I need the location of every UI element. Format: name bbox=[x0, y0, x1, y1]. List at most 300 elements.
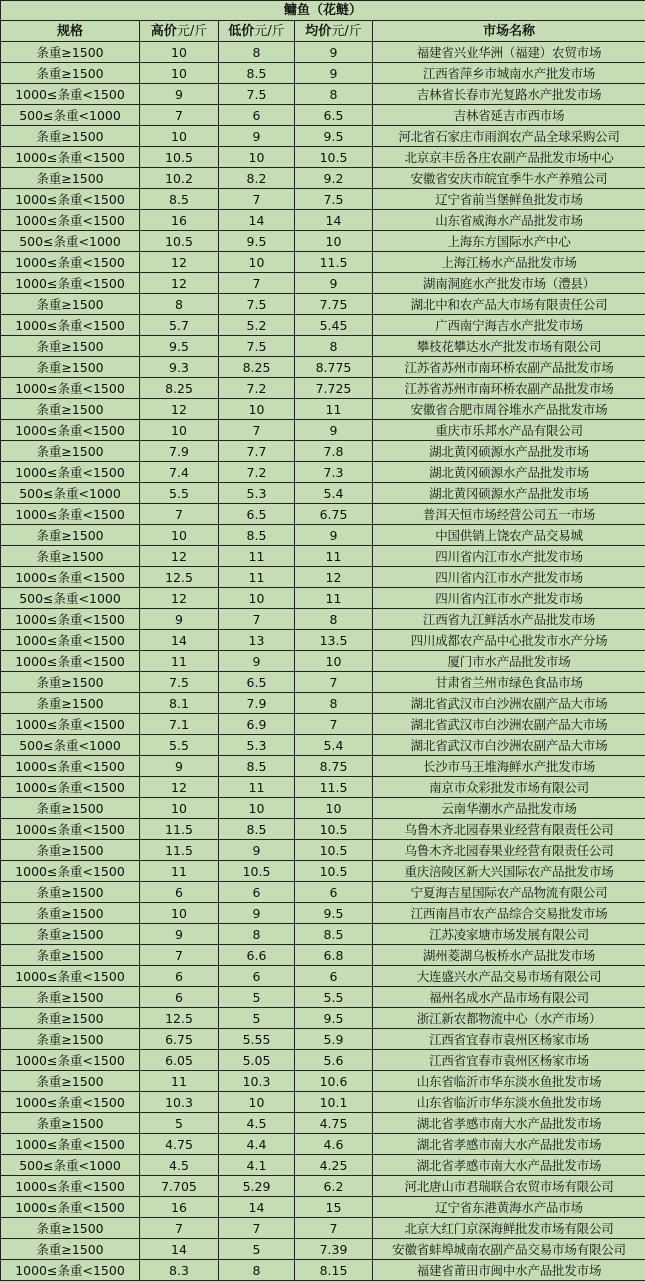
avg-price-cell: 5.4 bbox=[295, 735, 373, 756]
market-cell: 江西省宜春市袁州区杨家市场 bbox=[373, 1050, 645, 1071]
header-avg-price bbox=[295, 21, 373, 42]
table-title: 鳙鱼（花鲢） bbox=[1, 1, 645, 21]
market-cell: 江苏凌家塘市场发展有限公司 bbox=[373, 924, 645, 945]
high-price-cell: 8.3 bbox=[140, 1260, 219, 1281]
spec-cell: 500≤条重<1000 bbox=[1, 588, 140, 609]
low-price-cell: 7.2 bbox=[219, 378, 295, 399]
market-cell: 江西省宜春市袁州区杨家市场 bbox=[373, 1029, 645, 1050]
avg-price-cell: 10.5 bbox=[295, 861, 373, 882]
high-price-cell: 12 bbox=[140, 546, 219, 567]
spec-cell: 1000≤条重<1500 bbox=[1, 777, 140, 798]
spec-cell: 500≤条重<1000 bbox=[1, 231, 140, 252]
market-cell: 长沙市马王堆海鲜水产批发市场 bbox=[373, 756, 645, 777]
avg-price-cell: 8.15 bbox=[295, 1260, 373, 1281]
low-price-cell: 10.3 bbox=[219, 1071, 295, 1092]
market-cell: 江西省萍乡市城南水产批发市场 bbox=[373, 63, 645, 84]
avg-price-cell: 11 bbox=[295, 399, 373, 420]
market-cell: 江西省九江鲜活水产品批发市场 bbox=[373, 609, 645, 630]
market-cell: 中国供销上饶农产品交易城 bbox=[373, 525, 645, 546]
high-price-cell: 11 bbox=[140, 651, 219, 672]
market-cell: 山东省威海水产品批发市场 bbox=[373, 210, 645, 231]
low-price-cell: 14 bbox=[219, 210, 295, 231]
market-cell: 湖南洞庭水产批发市场（澧县） bbox=[373, 273, 645, 294]
table-row bbox=[1, 1008, 645, 1029]
table-row bbox=[1, 126, 645, 147]
high-price-cell: 9 bbox=[140, 756, 219, 777]
spec-cell: 1000≤条重<1500 bbox=[1, 315, 140, 336]
table-row bbox=[1, 714, 645, 735]
avg-price-cell: 14 bbox=[295, 210, 373, 231]
low-price-cell: 10 bbox=[219, 399, 295, 420]
spec-cell: 1000≤条重<1500 bbox=[1, 462, 140, 483]
spec-cell: 1000≤条重<1500 bbox=[1, 378, 140, 399]
avg-price-cell: 7 bbox=[295, 672, 373, 693]
table-row bbox=[1, 987, 645, 1008]
avg-price-cell: 9.2 bbox=[295, 168, 373, 189]
high-price-cell: 10.5 bbox=[140, 231, 219, 252]
high-price-cell: 10 bbox=[140, 126, 219, 147]
low-price-cell: 9 bbox=[219, 840, 295, 861]
avg-price-cell: 6.2 bbox=[295, 1176, 373, 1197]
avg-price-cell: 9 bbox=[295, 63, 373, 84]
spec-cell: 条重≥1500 bbox=[1, 693, 140, 714]
low-price-cell: 9 bbox=[219, 903, 295, 924]
market-cell: 吉林省长春市光复路水产批发市场 bbox=[373, 84, 645, 105]
spec-cell: 条重≥1500 bbox=[1, 987, 140, 1008]
high-price-cell: 7.9 bbox=[140, 441, 219, 462]
low-price-cell: 8.5 bbox=[219, 819, 295, 840]
spec-cell: 条重≥1500 bbox=[1, 1239, 140, 1260]
avg-price-cell: 8 bbox=[295, 693, 373, 714]
avg-price-cell: 6.75 bbox=[295, 504, 373, 525]
market-cell: 上海东方国际水产中心 bbox=[373, 231, 645, 252]
high-price-cell: 7.1 bbox=[140, 714, 219, 735]
low-price-cell: 9 bbox=[219, 126, 295, 147]
high-price-cell: 12.5 bbox=[140, 567, 219, 588]
market-cell: 福建省兴业华洲（福建）农贸市场 bbox=[373, 42, 645, 63]
spec-cell: 500≤条重<1000 bbox=[1, 1155, 140, 1176]
low-price-cell: 5.55 bbox=[219, 1029, 295, 1050]
spec-cell: 1000≤条重<1500 bbox=[1, 1260, 140, 1281]
low-price-cell: 7 bbox=[219, 273, 295, 294]
avg-price-cell: 7.75 bbox=[295, 294, 373, 315]
high-price-cell: 10 bbox=[140, 63, 219, 84]
market-cell: 攀枝花攀达水产批发市场有限公司 bbox=[373, 336, 645, 357]
market-cell: 辽宁省前当堡鲜鱼批发市场 bbox=[373, 189, 645, 210]
low-price-cell: 5 bbox=[219, 987, 295, 1008]
table-row bbox=[1, 798, 645, 819]
market-cell: 河北省石家庄市雨润农产品全球采购公司 bbox=[373, 126, 645, 147]
table-row bbox=[1, 630, 645, 651]
avg-price-cell: 6.8 bbox=[295, 945, 373, 966]
low-price-cell: 7.7 bbox=[219, 441, 295, 462]
header-low-price bbox=[219, 21, 295, 42]
table-row bbox=[1, 735, 645, 756]
low-price-cell: 5.3 bbox=[219, 735, 295, 756]
header-avg-unit: 元/斤 bbox=[331, 23, 362, 39]
avg-price-cell: 12 bbox=[295, 567, 373, 588]
avg-price-cell: 9 bbox=[295, 42, 373, 63]
market-cell: 湖北黄冈硕源水产品批发市场 bbox=[373, 462, 645, 483]
market-cell: 湖北省孝感市南大水产品批发市场 bbox=[373, 1113, 645, 1134]
spec-cell: 1000≤条重<1500 bbox=[1, 420, 140, 441]
market-cell: 宁夏海吉星国际农产品物流有限公司 bbox=[373, 882, 645, 903]
market-cell: 湖北中和农产品大市场有限责任公司 bbox=[373, 294, 645, 315]
avg-price-cell: 9 bbox=[295, 420, 373, 441]
spec-cell: 1000≤条重<1500 bbox=[1, 819, 140, 840]
table-row bbox=[1, 168, 645, 189]
high-price-cell: 9.5 bbox=[140, 336, 219, 357]
low-price-cell: 7.5 bbox=[219, 84, 295, 105]
market-cell: 广西南宁海吉水产批发市场 bbox=[373, 315, 645, 336]
avg-price-cell: 7.39 bbox=[295, 1239, 373, 1260]
table-row bbox=[1, 777, 645, 798]
table-row bbox=[1, 840, 645, 861]
high-price-cell: 12 bbox=[140, 588, 219, 609]
low-price-cell: 11 bbox=[219, 777, 295, 798]
low-price-cell: 7.5 bbox=[219, 336, 295, 357]
high-price-cell: 8.1 bbox=[140, 693, 219, 714]
header-row bbox=[1, 21, 645, 42]
avg-price-cell: 13.5 bbox=[295, 630, 373, 651]
high-price-cell: 16 bbox=[140, 1197, 219, 1218]
avg-price-cell: 7 bbox=[295, 714, 373, 735]
low-price-cell: 7 bbox=[219, 1218, 295, 1239]
market-cell: 安徽省合肥市周谷堆水产品批发市场 bbox=[373, 399, 645, 420]
market-cell: 安徽省安庆市皖宜季牛水产养殖公司 bbox=[373, 168, 645, 189]
table-row bbox=[1, 1197, 645, 1218]
high-price-cell: 10.5 bbox=[140, 147, 219, 168]
table-row bbox=[1, 1155, 645, 1176]
header-high-label: 高价 bbox=[150, 23, 177, 39]
high-price-cell: 5.5 bbox=[140, 735, 219, 756]
market-cell: 湖北省武汉市白沙洲农副产品大市场 bbox=[373, 735, 645, 756]
low-price-cell: 8.2 bbox=[219, 168, 295, 189]
spec-cell: 条重≥1500 bbox=[1, 672, 140, 693]
market-cell: 湖北黄冈硕源水产品批发市场 bbox=[373, 483, 645, 504]
spec-cell: 500≤条重<1000 bbox=[1, 483, 140, 504]
low-price-cell: 8.5 bbox=[219, 525, 295, 546]
low-price-cell: 5.05 bbox=[219, 1050, 295, 1071]
spec-cell: 1000≤条重<1500 bbox=[1, 252, 140, 273]
table-row bbox=[1, 462, 645, 483]
table-row bbox=[1, 189, 645, 210]
low-price-cell: 7 bbox=[219, 189, 295, 210]
high-price-cell: 6 bbox=[140, 987, 219, 1008]
low-price-cell: 6 bbox=[219, 882, 295, 903]
high-price-cell: 10 bbox=[140, 42, 219, 63]
avg-price-cell: 8 bbox=[295, 336, 373, 357]
high-price-cell: 7.4 bbox=[140, 462, 219, 483]
table-row bbox=[1, 588, 645, 609]
market-cell: 山东省临沂市华东淡水鱼批发市场 bbox=[373, 1092, 645, 1113]
spec-cell: 条重≥1500 bbox=[1, 1008, 140, 1029]
market-cell: 江苏省苏州市南环桥农副产品批发市场 bbox=[373, 357, 645, 378]
avg-price-cell: 7.8 bbox=[295, 441, 373, 462]
high-price-cell: 7 bbox=[140, 1218, 219, 1239]
avg-price-cell: 8 bbox=[295, 84, 373, 105]
spec-cell: 条重≥1500 bbox=[1, 336, 140, 357]
table-row bbox=[1, 546, 645, 567]
spec-cell: 1000≤条重<1500 bbox=[1, 84, 140, 105]
low-price-cell: 7.9 bbox=[219, 693, 295, 714]
table-row bbox=[1, 1113, 645, 1134]
high-price-cell: 9.3 bbox=[140, 357, 219, 378]
market-cell: 湖北黄冈硕源水产品批发市场 bbox=[373, 441, 645, 462]
market-cell: 河北唐山市君瑞联合农贸市场有限公司 bbox=[373, 1176, 645, 1197]
table-row bbox=[1, 651, 645, 672]
spec-cell: 1000≤条重<1500 bbox=[1, 1092, 140, 1113]
table-row bbox=[1, 756, 645, 777]
table-row bbox=[1, 882, 645, 903]
low-price-cell: 9.5 bbox=[219, 231, 295, 252]
spec-cell: 1000≤条重<1500 bbox=[1, 567, 140, 588]
spec-cell: 1000≤条重<1500 bbox=[1, 273, 140, 294]
low-price-cell: 8 bbox=[219, 924, 295, 945]
market-cell: 北京大红门京深海鲜批发市场有限公司 bbox=[373, 1218, 645, 1239]
high-price-cell: 9 bbox=[140, 84, 219, 105]
table-row bbox=[1, 966, 645, 987]
high-price-cell: 7.705 bbox=[140, 1176, 219, 1197]
high-price-cell: 12 bbox=[140, 777, 219, 798]
spec-cell: 条重≥1500 bbox=[1, 126, 140, 147]
table-row bbox=[1, 336, 645, 357]
high-price-cell: 12 bbox=[140, 252, 219, 273]
market-cell: 四川省内江市水产批发市场 bbox=[373, 567, 645, 588]
spec-cell: 条重≥1500 bbox=[1, 168, 140, 189]
high-price-cell: 10.2 bbox=[140, 168, 219, 189]
avg-price-cell: 9.5 bbox=[295, 126, 373, 147]
table-row bbox=[1, 1092, 645, 1113]
high-price-cell: 12 bbox=[140, 273, 219, 294]
avg-price-cell: 5.9 bbox=[295, 1029, 373, 1050]
table-row bbox=[1, 147, 645, 168]
avg-price-cell: 10 bbox=[295, 651, 373, 672]
high-price-cell: 4.5 bbox=[140, 1155, 219, 1176]
avg-price-cell: 7 bbox=[295, 1218, 373, 1239]
high-price-cell: 10 bbox=[140, 420, 219, 441]
high-price-cell: 12 bbox=[140, 399, 219, 420]
table-row bbox=[1, 903, 645, 924]
low-price-cell: 11 bbox=[219, 567, 295, 588]
table-row bbox=[1, 294, 645, 315]
spec-cell: 1000≤条重<1500 bbox=[1, 1197, 140, 1218]
market-cell: 湖北省孝感市南大水产品批发市场 bbox=[373, 1134, 645, 1155]
high-price-cell: 5 bbox=[140, 1113, 219, 1134]
low-price-cell: 7.2 bbox=[219, 462, 295, 483]
high-price-cell: 12.5 bbox=[140, 1008, 219, 1029]
avg-price-cell: 10.5 bbox=[295, 840, 373, 861]
low-price-cell: 8.5 bbox=[219, 63, 295, 84]
spec-cell: 条重≥1500 bbox=[1, 1218, 140, 1239]
avg-price-cell: 9 bbox=[295, 273, 373, 294]
table-row bbox=[1, 1071, 645, 1092]
market-cell: 乌鲁木齐北园春果业经营有限责任公司 bbox=[373, 840, 645, 861]
low-price-cell: 6.9 bbox=[219, 714, 295, 735]
spec-cell: 条重≥1500 bbox=[1, 399, 140, 420]
low-price-cell: 13 bbox=[219, 630, 295, 651]
low-price-cell: 7 bbox=[219, 609, 295, 630]
avg-price-cell: 5.5 bbox=[295, 987, 373, 1008]
table-row bbox=[1, 357, 645, 378]
header-high-price bbox=[140, 21, 219, 42]
table-row bbox=[1, 483, 645, 504]
low-price-cell: 6.5 bbox=[219, 672, 295, 693]
table-row bbox=[1, 1176, 645, 1197]
spec-cell: 条重≥1500 bbox=[1, 63, 140, 84]
low-price-cell: 6.5 bbox=[219, 504, 295, 525]
avg-price-cell: 11.5 bbox=[295, 252, 373, 273]
high-price-cell: 8.5 bbox=[140, 189, 219, 210]
spec-cell: 1000≤条重<1500 bbox=[1, 861, 140, 882]
spec-cell: 条重≥1500 bbox=[1, 294, 140, 315]
spec-cell: 条重≥1500 bbox=[1, 840, 140, 861]
high-price-cell: 5.5 bbox=[140, 483, 219, 504]
low-price-cell: 6 bbox=[219, 105, 295, 126]
high-price-cell: 6 bbox=[140, 882, 219, 903]
avg-price-cell: 8.775 bbox=[295, 357, 373, 378]
low-price-cell: 6.6 bbox=[219, 945, 295, 966]
avg-price-cell: 10.6 bbox=[295, 1071, 373, 1092]
low-price-cell: 5.29 bbox=[219, 1176, 295, 1197]
avg-price-cell: 9.5 bbox=[295, 1008, 373, 1029]
spec-cell: 条重≥1500 bbox=[1, 1113, 140, 1134]
spec-cell: 1000≤条重<1500 bbox=[1, 1050, 140, 1071]
low-price-cell: 6 bbox=[219, 966, 295, 987]
high-price-cell: 7 bbox=[140, 945, 219, 966]
spec-cell: 500≤条重<1000 bbox=[1, 105, 140, 126]
spec-cell: 1000≤条重<1500 bbox=[1, 756, 140, 777]
spec-cell: 1000≤条重<1500 bbox=[1, 147, 140, 168]
table-row bbox=[1, 609, 645, 630]
low-price-cell: 7.5 bbox=[219, 294, 295, 315]
avg-price-cell: 7.3 bbox=[295, 462, 373, 483]
table-row bbox=[1, 504, 645, 525]
high-price-cell: 14 bbox=[140, 630, 219, 651]
table-row bbox=[1, 252, 645, 273]
avg-price-cell: 7.725 bbox=[295, 378, 373, 399]
low-price-cell: 10 bbox=[219, 588, 295, 609]
avg-price-cell: 10.5 bbox=[295, 819, 373, 840]
table-row bbox=[1, 42, 645, 63]
table-row bbox=[1, 441, 645, 462]
market-cell: 四川成都农产品中心批发市水产分场 bbox=[373, 630, 645, 651]
avg-price-cell: 11 bbox=[295, 546, 373, 567]
spec-cell: 1000≤条重<1500 bbox=[1, 189, 140, 210]
low-price-cell: 10 bbox=[219, 147, 295, 168]
market-cell: 普洱天恒市场经营公司五一市场 bbox=[373, 504, 645, 525]
market-cell: 四川省内江市水产批发市场 bbox=[373, 588, 645, 609]
table-row bbox=[1, 420, 645, 441]
high-price-cell: 16 bbox=[140, 210, 219, 231]
high-price-cell: 11 bbox=[140, 1071, 219, 1092]
table-row bbox=[1, 1050, 645, 1071]
header-high-unit: 元/斤 bbox=[176, 23, 208, 39]
low-price-cell: 4.5 bbox=[219, 1113, 295, 1134]
high-price-cell: 9 bbox=[140, 609, 219, 630]
market-cell: 重庆涪陵区新大兴国际农产品批发市场 bbox=[373, 861, 645, 882]
high-price-cell: 11 bbox=[140, 861, 219, 882]
avg-price-cell: 11 bbox=[295, 588, 373, 609]
market-cell: 福州名成水产品市场有限公司 bbox=[373, 987, 645, 1008]
avg-price-cell: 7.5 bbox=[295, 189, 373, 210]
avg-price-cell: 6 bbox=[295, 966, 373, 987]
low-price-cell: 5.3 bbox=[219, 483, 295, 504]
high-price-cell: 10 bbox=[140, 525, 219, 546]
avg-price-cell: 5.6 bbox=[295, 1050, 373, 1071]
high-price-cell: 14 bbox=[140, 1239, 219, 1260]
low-price-cell: 11 bbox=[219, 546, 295, 567]
high-price-cell: 10 bbox=[140, 903, 219, 924]
spec-cell: 1000≤条重<1500 bbox=[1, 210, 140, 231]
avg-price-cell: 5.4 bbox=[295, 483, 373, 504]
spec-cell: 1000≤条重<1500 bbox=[1, 966, 140, 987]
market-cell: 云南华潮水产品批发市场 bbox=[373, 798, 645, 819]
market-cell: 乌鲁木齐北园春果业经营有限责任公司 bbox=[373, 819, 645, 840]
table-row bbox=[1, 1134, 645, 1155]
table-row bbox=[1, 315, 645, 336]
spec-cell: 1000≤条重<1500 bbox=[1, 651, 140, 672]
high-price-cell: 6.05 bbox=[140, 1050, 219, 1071]
high-price-cell: 4.75 bbox=[140, 1134, 219, 1155]
market-cell: 厦门市水产品批发市场 bbox=[373, 651, 645, 672]
table-row bbox=[1, 1029, 645, 1050]
avg-price-cell: 6 bbox=[295, 882, 373, 903]
avg-price-cell: 11.5 bbox=[295, 777, 373, 798]
market-cell: 湖北省武汉市白沙洲农副产品大市场 bbox=[373, 714, 645, 735]
avg-price-cell: 4.25 bbox=[295, 1155, 373, 1176]
table-row bbox=[1, 945, 645, 966]
market-cell: 辽宁省东港黄海水产品市场 bbox=[373, 1197, 645, 1218]
spec-cell: 条重≥1500 bbox=[1, 924, 140, 945]
high-price-cell: 11.5 bbox=[140, 840, 219, 861]
spec-cell: 条重≥1500 bbox=[1, 882, 140, 903]
avg-price-cell: 4.75 bbox=[295, 1113, 373, 1134]
low-price-cell: 9 bbox=[219, 651, 295, 672]
low-price-cell: 10 bbox=[219, 1092, 295, 1113]
low-price-cell: 5 bbox=[219, 1008, 295, 1029]
market-cell: 湖州菱湖乌板桥水产品批发市场 bbox=[373, 945, 645, 966]
table-row bbox=[1, 63, 645, 84]
avg-price-cell: 8.75 bbox=[295, 756, 373, 777]
low-price-cell: 8.5 bbox=[219, 756, 295, 777]
high-price-cell: 6 bbox=[140, 966, 219, 987]
spec-cell: 1000≤条重<1500 bbox=[1, 630, 140, 651]
spec-cell: 条重≥1500 bbox=[1, 546, 140, 567]
market-cell: 江西南昌市农产品综合交易批发市场 bbox=[373, 903, 645, 924]
avg-price-cell: 5.45 bbox=[295, 315, 373, 336]
low-price-cell: 7 bbox=[219, 420, 295, 441]
table-row bbox=[1, 924, 645, 945]
table-row bbox=[1, 861, 645, 882]
market-cell: 南京市众彩批发市场有限公司 bbox=[373, 777, 645, 798]
avg-price-cell: 6.5 bbox=[295, 105, 373, 126]
table-row bbox=[1, 105, 645, 126]
header-spec: 规格 bbox=[1, 21, 140, 42]
table-row bbox=[1, 693, 645, 714]
market-cell: 山东省临沂市华东淡水鱼批发市场 bbox=[373, 1071, 645, 1092]
low-price-cell: 8 bbox=[219, 1260, 295, 1281]
avg-price-cell: 10 bbox=[295, 798, 373, 819]
spec-cell: 1000≤条重<1500 bbox=[1, 714, 140, 735]
low-price-cell: 8.25 bbox=[219, 357, 295, 378]
avg-price-cell: 10.5 bbox=[295, 147, 373, 168]
high-price-cell: 6.75 bbox=[140, 1029, 219, 1050]
spec-cell: 条重≥1500 bbox=[1, 441, 140, 462]
table-row bbox=[1, 1260, 645, 1281]
spec-cell: 1000≤条重<1500 bbox=[1, 1134, 140, 1155]
spec-cell: 条重≥1500 bbox=[1, 1071, 140, 1092]
